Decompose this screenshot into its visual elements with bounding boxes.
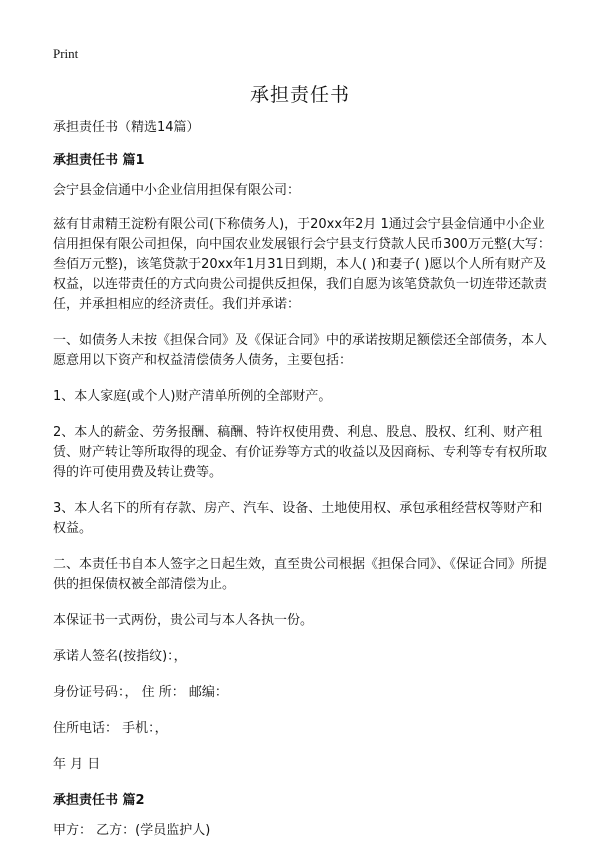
date-line: 年 月 日 <box>53 757 101 772</box>
paragraph: 1、本人家庭(或个人)财产清单所例的全部财产。 <box>53 389 332 404</box>
section-heading: 承担责任书 篇2 <box>53 793 145 808</box>
paragraph: 2、本人的薪金、劳务报酬、稿酬、特许权使用费、利息、股息、股权、红利、财产租赁、财产转让等所取得的现金、有价证券等方式的收益以及因商标、专利等专有权所取得的许可使用费及转让费等。 <box>53 425 548 480</box>
section-heading: 承担责任书 篇1 <box>53 153 145 168</box>
paragraph: 二、本责任书自本人签字之日起生效，直至贵公司根据《担保合同》、《保证合同》所提供的担保债权被全部清偿为止。 <box>53 557 548 592</box>
document-body <box>53 118 553 857</box>
print-link[interactable]: Print <box>53 46 79 61</box>
paragraph: 一、如债务人未按《担保合同》及《保证合同》中的承诺按期足额偿还全部债务，本人愿意用以下资产和权益清偿债务人债务，主要包括： <box>53 333 548 368</box>
id-address-line: 身份证号码：， 住 所： 邮编： <box>53 685 228 700</box>
document-title: 承担责任书 <box>249 84 350 106</box>
paragraph: 3、本人名下的所有存款、房产、汽车、设备、土地使用权、承包承租经营权等财产和权益。 <box>53 501 543 536</box>
document-subtitle: 承担责任书（精选14篇） <box>53 120 200 135</box>
paragraph: 甲方： 乙方：(学员监护人) <box>53 823 211 838</box>
paragraph: 兹有甘肃精王淀粉有限公司(下称债务人)，于20xx年2月 1通过会宁县金信通中小企业信用担保有限公司担保，向中国农业发展银行会宁县支行贷款人民币300万元整(大写：叁佰万元整)，该笔贷款于20xx年1月31日到期，本人( )和妻子( )愿以个人所有财产及权益，以连带责任的方式向贵公司提供反担保，我们自愿为该笔贷款负一切连带还款责任，并承担相应的经济责任。我们并承诺： <box>53 217 551 312</box>
signature-line: 承诺人签名(按指纹)：， <box>53 649 187 664</box>
phone-line: 住所电话： 手机：， <box>53 721 168 736</box>
paragraph: 会宁县金信通中小企业信用担保有限公司： <box>53 183 301 198</box>
paragraph: 本保证书一式两份，贵公司与本人各执一份。 <box>53 613 314 628</box>
